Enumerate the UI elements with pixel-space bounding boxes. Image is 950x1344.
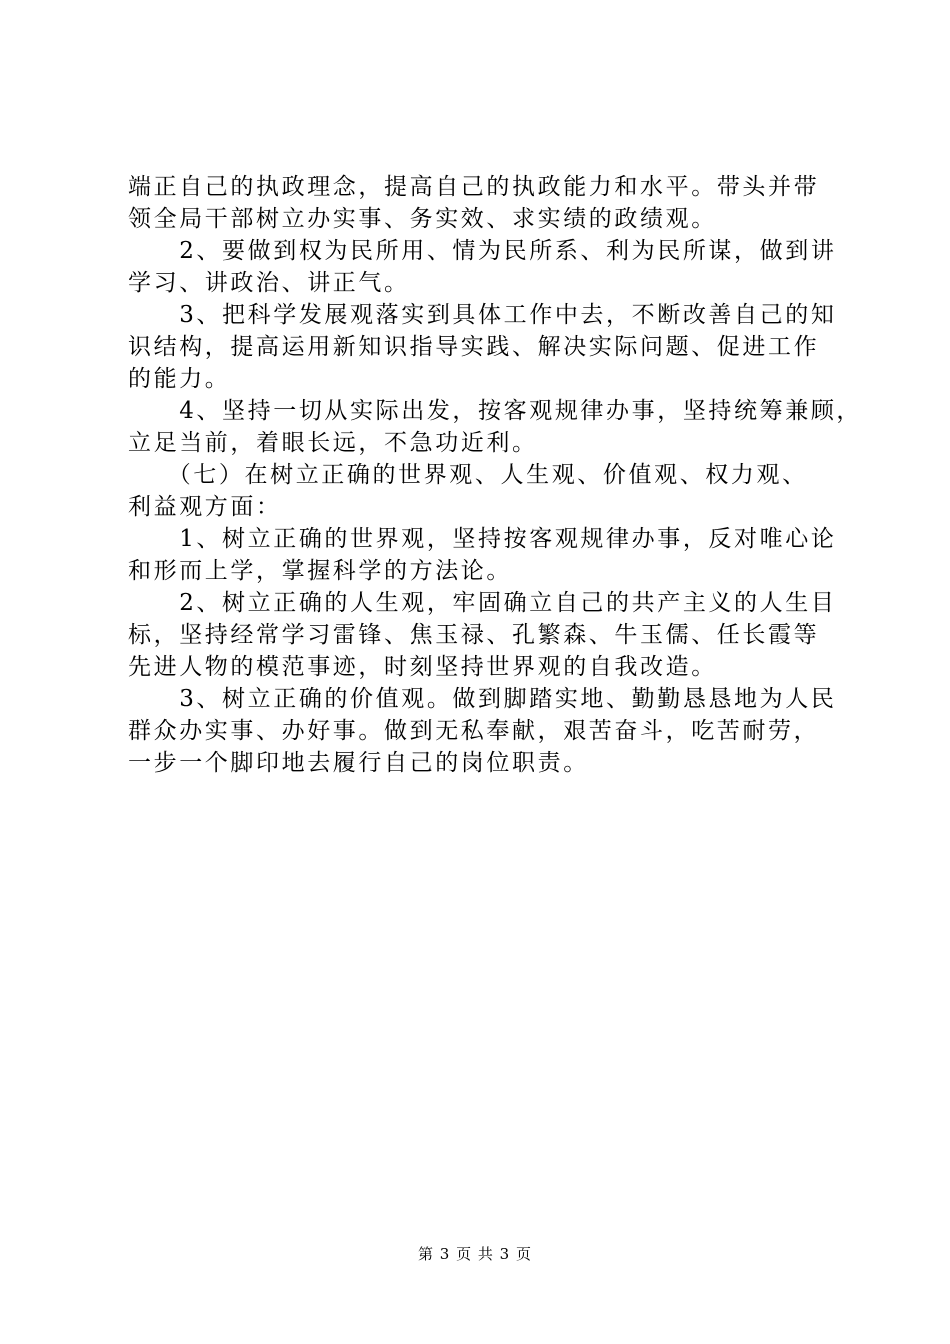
page-number-footer: 第 3 页 共 3 页: [418, 1245, 532, 1263]
text-line: 立足当前，着眼长远，不急功近利。: [128, 430, 538, 456]
text-line: 领全局干部树立办实事、务实效、求实绩的政绩观。: [128, 206, 717, 232]
text-line: 识结构，提高运用新知识指导实践、解决实际问题、促进工作: [128, 334, 820, 360]
text-line: 先进人物的模范事迹，时刻坚持世界观的自我改造。: [128, 654, 717, 680]
text-line: 4、坚持一切从实际出发，按客观规律办事，坚持统筹兼顾，: [128, 398, 863, 424]
text-line: 学习、讲政治、讲正气。: [128, 270, 410, 296]
text-line: 和形而上学，掌握科学的方法论。: [128, 558, 512, 584]
text-line: 1、树立正确的世界观，坚持按客观规律办事，反对唯心论: [128, 526, 837, 552]
text-line: 3、树立正确的价值观。做到脚踏实地、勤勤恳恳地为人民: [128, 686, 837, 712]
text-line: 标，坚持经常学习雷锋、焦玉禄、孔繁森、牛玉儒、任长霞等: [128, 622, 820, 648]
text-line: 2、要做到权为民所用、情为民所系、利为民所谋，做到讲: [128, 238, 837, 264]
text-line: 一步一个脚印地去履行自己的岗位职责。: [128, 750, 589, 776]
text-line: 的能力。: [128, 366, 231, 392]
section-heading-line: （七）在树立正确的世界观、人生观、价值观、权力观、: [128, 462, 808, 488]
text-line: 2、树立正确的人生观，牢固确立自己的共产主义的人生目: [128, 590, 837, 616]
text-line: 群众办实事、办好事。做到无私奉献，艰苦奋斗，吃苦耐劳，: [128, 718, 820, 744]
text-line: 端正自己的执政理念，提高自己的执政能力和水平。带头并带: [128, 174, 820, 200]
section-heading-line: 利益观方面：: [128, 494, 282, 520]
text-line: 3、把科学发展观落实到具体工作中去，不断改善自己的知: [128, 302, 837, 328]
document-body: [128, 171, 863, 779]
